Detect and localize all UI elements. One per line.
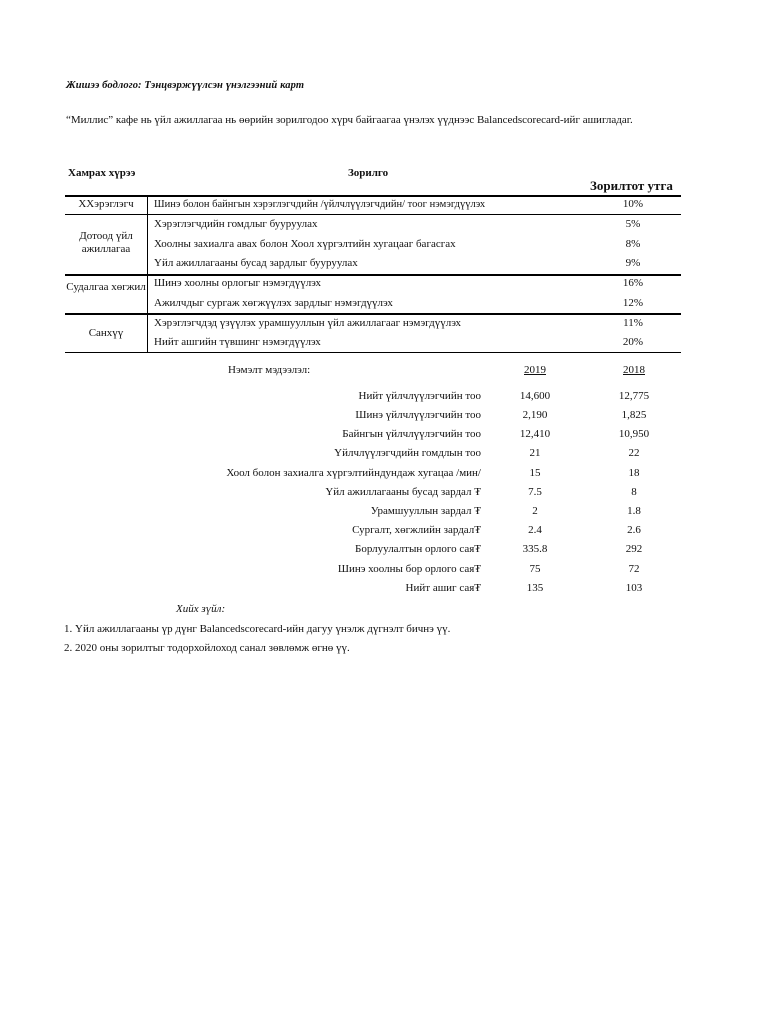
objective-row: Нийт ашгийн түвшинг нэмэгдүүлэх xyxy=(154,336,321,348)
stat-value-2019: 335.8 xyxy=(522,543,548,555)
table-rule-bottom xyxy=(65,352,681,353)
objective-row: Шинэ хоолны орлогыг нэмэгдүүлэх xyxy=(154,277,321,289)
stat-value-2019: 2 xyxy=(532,505,538,517)
stat-value-2018: 1.8 xyxy=(627,505,641,517)
target-value: 5% xyxy=(625,218,641,230)
task-item: 1. Үйл ажиллагааны үр дүнг Balancedscorecard-ийн дагуу үнэлж дүгнэлт бичнэ үү. xyxy=(64,623,451,635)
stat-value-2019: 15 xyxy=(529,467,541,479)
perspective-customer: ХХэрэглэгч xyxy=(78,198,134,210)
objective-row: Үйл ажиллагааны бусад зардлыг бууруулах xyxy=(154,257,358,269)
stat-value-2018: 72 xyxy=(628,563,640,575)
stat-value-2019: 12,410 xyxy=(519,428,551,440)
stat-value-2019: 21 xyxy=(529,447,541,459)
stat-label: Нийт ашиг сая₮ xyxy=(405,582,481,594)
table-rule-1 xyxy=(65,214,681,215)
stat-value-2019: 2,190 xyxy=(522,409,548,421)
stat-value-2019: 14,600 xyxy=(519,390,551,402)
stat-value-2018: 10,950 xyxy=(618,428,650,440)
stat-label: Үйлчлүүлэгчдийн гомдлын тоо xyxy=(334,447,481,459)
objective-row: Шинэ болон байнгын хэрэглэгчдийн /үйлчлүүлэгчдийн/ тоог нэмэгдүүлэх xyxy=(154,199,486,210)
target-value: 11% xyxy=(623,317,643,329)
tasks-heading: Хийх зүйл: xyxy=(176,603,226,615)
table-rule-top xyxy=(65,195,681,197)
target-value: 8% xyxy=(625,238,641,250)
table-rule-3 xyxy=(65,313,681,315)
document-title: Жишээ бодлого: Тэнцвэржүүлсэн үнэлгээний карт xyxy=(66,80,305,91)
objective-row: Хэрэглэгчдийн гомдлыг бууруулах xyxy=(154,218,318,230)
stat-label: Шинэ үйлчлүүлэгчийн тоо xyxy=(355,409,481,421)
stat-label: Хоол болон захиалга хүргэлтийндундаж хугацаа /мин/ xyxy=(226,467,481,479)
intro-paragraph: “Миллис” кафе нь үйл ажиллагаа нь өөрийн зорилгодоо хүрч байгаагаа үнэлэх үүднээс Balancedscorecard-ийг ашигладаг. xyxy=(66,114,633,126)
stat-label: Шинэ хоолны бор орлого сая₮ xyxy=(337,563,481,575)
stat-label: Нийт үйлчлүүлэгчийн тоо xyxy=(358,390,481,402)
stat-label: Байнгын үйлчлүүлэгчийн тоо xyxy=(342,428,481,440)
target-value: 9% xyxy=(625,257,641,269)
header-objective: Зорилго xyxy=(348,167,389,179)
stat-label: Урамшууллын зардал ₮ xyxy=(370,505,481,517)
year-2018-header: 2018 xyxy=(623,364,645,376)
stat-value-2019: 135 xyxy=(526,582,544,594)
perspective-finance: Санхүү xyxy=(88,327,124,339)
objective-row: Хэрэглэгчдэд үзүүлэх урамшууллын үйл ажиллагааг нэмэгдүүлэх xyxy=(154,317,462,329)
target-value: 20% xyxy=(622,336,644,348)
target-value: 12% xyxy=(622,297,644,309)
table-column-divider xyxy=(147,197,148,352)
perspective-research: Судалгаа хөгжил xyxy=(66,281,146,293)
stat-value-2018: 1,825 xyxy=(621,409,647,421)
target-value: 10% xyxy=(622,198,644,210)
stat-value-2018: 103 xyxy=(625,582,643,594)
target-value: 16% xyxy=(622,277,644,289)
stat-label: Сургалт, хөгжлийн зардал₮ xyxy=(352,524,481,536)
stat-value-2018: 2.6 xyxy=(627,524,641,536)
stat-value-2019: 2.4 xyxy=(528,524,542,536)
stat-value-2019: 7.5 xyxy=(528,486,542,498)
perspective-internal: Дотоод үйл ажиллагаа xyxy=(79,230,133,255)
stat-value-2018: 292 xyxy=(625,543,643,555)
task-item: 2. 2020 оны зорилтыг тодорхойлоход санал зөвлөмж өгнө үү. xyxy=(64,642,350,654)
extra-info-label: Нэмэлт мэдээлэл: xyxy=(228,364,311,376)
stat-value-2019: 75 xyxy=(529,563,541,575)
stat-label: Борлуулалтын орлого сая₮ xyxy=(355,543,481,555)
year-2019-header: 2019 xyxy=(524,364,546,376)
stat-label: Үйл ажиллагааны бусад зардал ₮ xyxy=(325,486,481,498)
stat-value-2018: 22 xyxy=(628,447,640,459)
objective-row: Хоолны захиалга авах болон Хоол хүргэлтийн хугацааг багасгах xyxy=(154,238,456,250)
header-perspective: Хамрах хүрээ xyxy=(68,167,136,179)
header-target: Зорилтот утга xyxy=(590,178,673,193)
stat-value-2018: 18 xyxy=(628,467,640,479)
stat-value-2018: 8 xyxy=(631,486,637,498)
table-rule-2 xyxy=(65,274,681,276)
stat-value-2018: 12,775 xyxy=(618,390,650,402)
objective-row: Ажилчдыг сургаж хөгжүүлэх зардлыг нэмэгдүүлэх xyxy=(154,297,393,309)
